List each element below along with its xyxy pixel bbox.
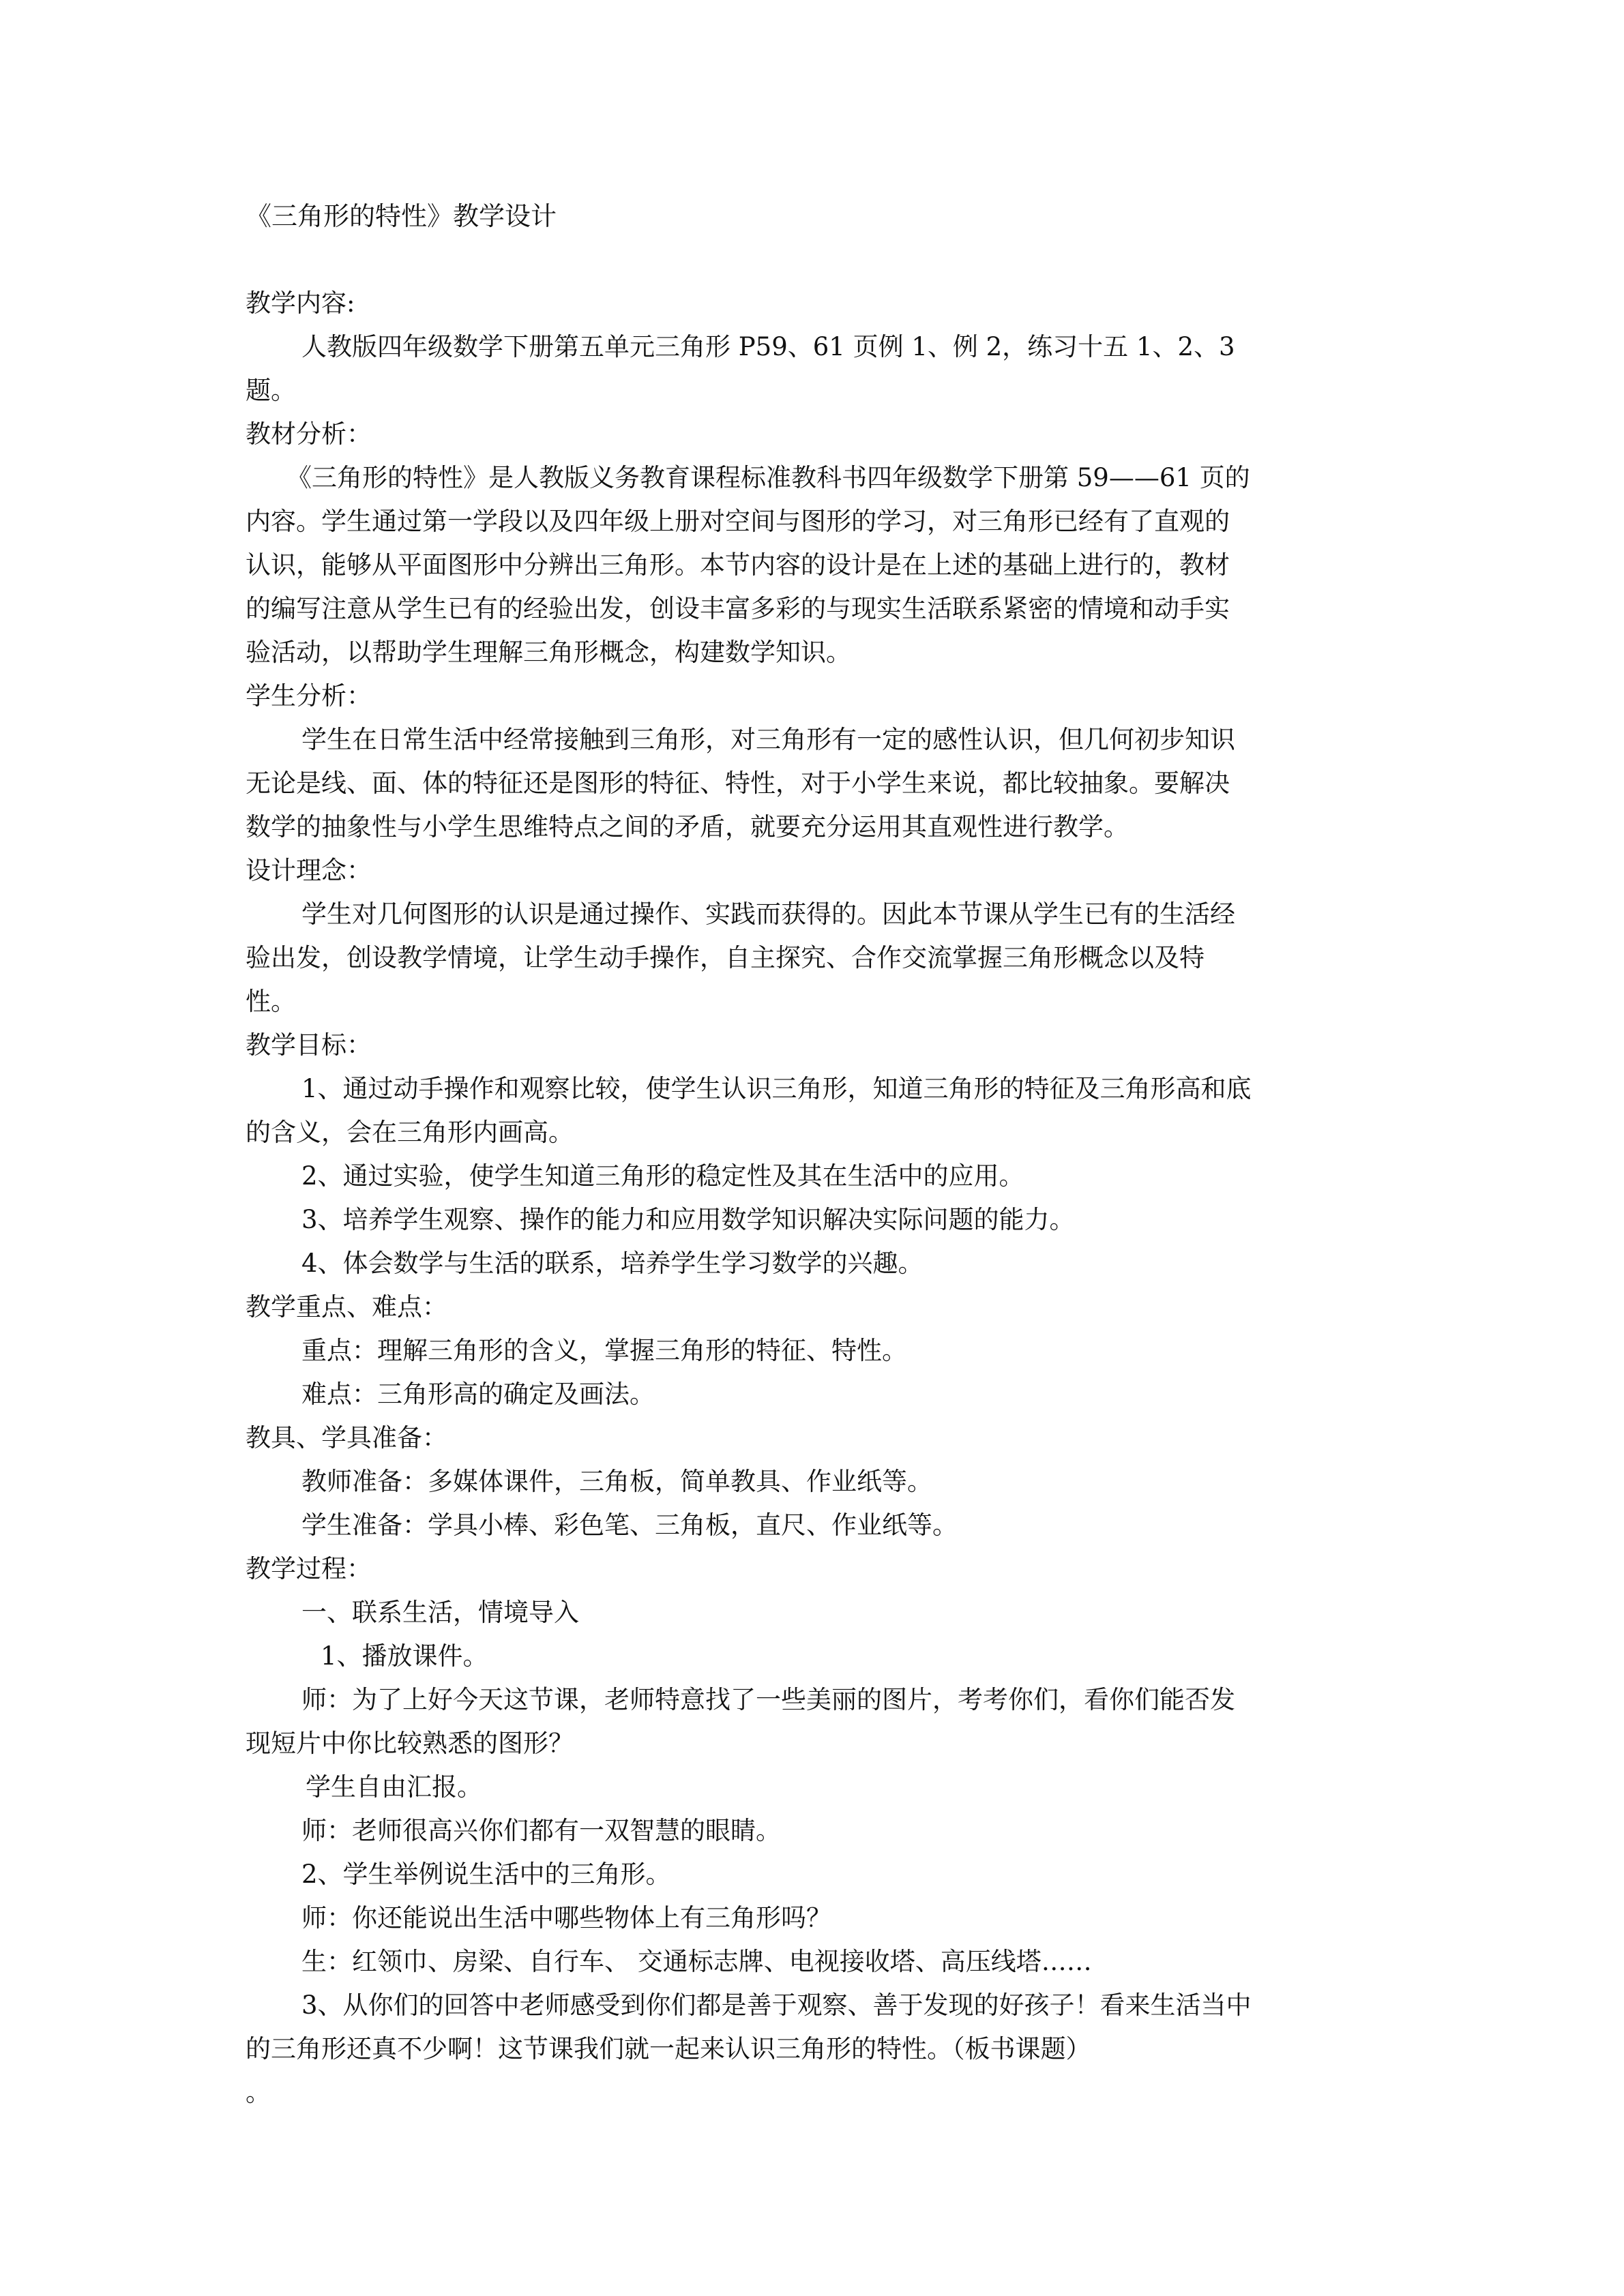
body-line: 学生在日常生活中经常接触到三角形，对三角形有一定的感性认识，但几何初步知识 <box>301 725 1235 754</box>
process-step: 3、从你们的回答中老师感受到你们都是善于观察、善于发现的好孩子！看来生活当中 <box>301 1991 1252 2020</box>
body-line: 教师准备：多媒体课件，三角板，简单教具、作业纸等。 <box>301 1467 932 1496</box>
body-line: 师：老师很高兴你们都有一双智慧的眼睛。 <box>301 1816 781 1845</box>
section-heading: 教学过程： <box>246 1554 372 1583</box>
trailing-punctuation: 。 <box>246 2078 271 2107</box>
body-line: 《三角形的特性》是人教版义务教育课程标准教科书四年级数学下册第 59——61 页的 <box>286 463 1250 492</box>
body-line: 无论是线、面、体的特征还是图形的特征、特性，对于小学生来说，都比较抽象。要解决 <box>246 769 1230 798</box>
objective-item: 3、培养学生观察、操作的能力和应用数学知识解决实际问题的能力。 <box>301 1205 1075 1234</box>
body-line: 的三角形还真不少啊！这节课我们就一起来认识三角形的特性。（板书课题） <box>246 2034 1091 2063</box>
body-line: 现短片中你比较熟悉的图形？ <box>246 1729 574 1758</box>
section-heading: 教材分析： <box>246 419 372 449</box>
process-heading: 一、联系生活，情境导入 <box>301 1598 579 1627</box>
body-line: 的编写注意从学生已有的经验出发，创设丰富多彩的与现实生活联系紧密的情境和动手实 <box>246 594 1230 623</box>
body-line: 数学的抽象性与小学生思维特点之间的矛盾，就要充分运用其直观性进行教学。 <box>246 812 1129 841</box>
body-line: 师：你还能说出生活中哪些物体上有三角形吗？ <box>301 1903 831 1933</box>
body-line: 学生对几何图形的认识是通过操作、实践而获得的。因此本节课从学生已有的生活经 <box>301 899 1235 929</box>
body-line: 性。 <box>246 987 296 1016</box>
section-heading: 教学目标： <box>246 1030 372 1060</box>
body-line: 生：红领巾、房梁、自行车、 交通标志牌、电视接收塔、高压线塔…… <box>301 1947 1092 1976</box>
body-line: 验出发，创设教学情境，让学生动手操作，自主探究、合作交流掌握三角形概念以及特 <box>246 943 1205 972</box>
body-line: 学生准备：学具小棒、彩色笔、三角板，直尺、作业纸等。 <box>301 1510 958 1540</box>
process-step: 2、学生举例说生活中的三角形。 <box>301 1860 671 1889</box>
body-line: 认识，能够从平面图形中分辨出三角形。本节内容的设计是在上述的基础上进行的，教材 <box>246 550 1230 580</box>
body-line: 内容。学生通过第一学段以及四年级上册对空间与图形的学习，对三角形已经有了直观的 <box>246 507 1230 536</box>
body-line: 的含义，会在三角形内画高。 <box>246 1118 574 1147</box>
body-line: 人教版四年级数学下册第五单元三角形 P59、61 页例 1、例 2，练习十五 1、2、3 <box>301 332 1235 361</box>
document-title: 《三角形的特性》教学设计 <box>246 201 557 231</box>
objective-item: 2、通过实验，使学生知道三角形的稳定性及其在生活中的应用。 <box>301 1161 1024 1191</box>
body-line: 师：为了上好今天这节课，老师特意找了一些美丽的图片，考考你们，看你们能否发 <box>301 1685 1235 1714</box>
section-heading: 教学重点、难点： <box>246 1292 447 1322</box>
objective-item: 1、通过动手操作和观察比较，使学生认识三角形，知道三角形的特征及三角形高和底 <box>301 1074 1252 1103</box>
body-line: 重点：理解三角形的含义，掌握三角形的特征、特性。 <box>301 1336 907 1365</box>
process-step: 1、播放课件。 <box>321 1641 488 1671</box>
section-heading: 教学内容: <box>246 288 355 318</box>
objective-item: 4、体会数学与生活的联系，培养学生学习数学的兴趣。 <box>301 1249 924 1278</box>
body-line: 难点：三角形高的确定及画法。 <box>301 1380 655 1409</box>
section-heading: 设计理念： <box>246 856 372 885</box>
body-line: 学生自由汇报。 <box>306 1772 482 1802</box>
section-heading: 教具、学具准备： <box>246 1423 447 1452</box>
body-line: 验活动，以帮助学生理解三角形概念，构建数学知识。 <box>246 638 851 667</box>
section-heading: 学生分析： <box>246 681 372 711</box>
body-line: 题。 <box>246 376 296 405</box>
